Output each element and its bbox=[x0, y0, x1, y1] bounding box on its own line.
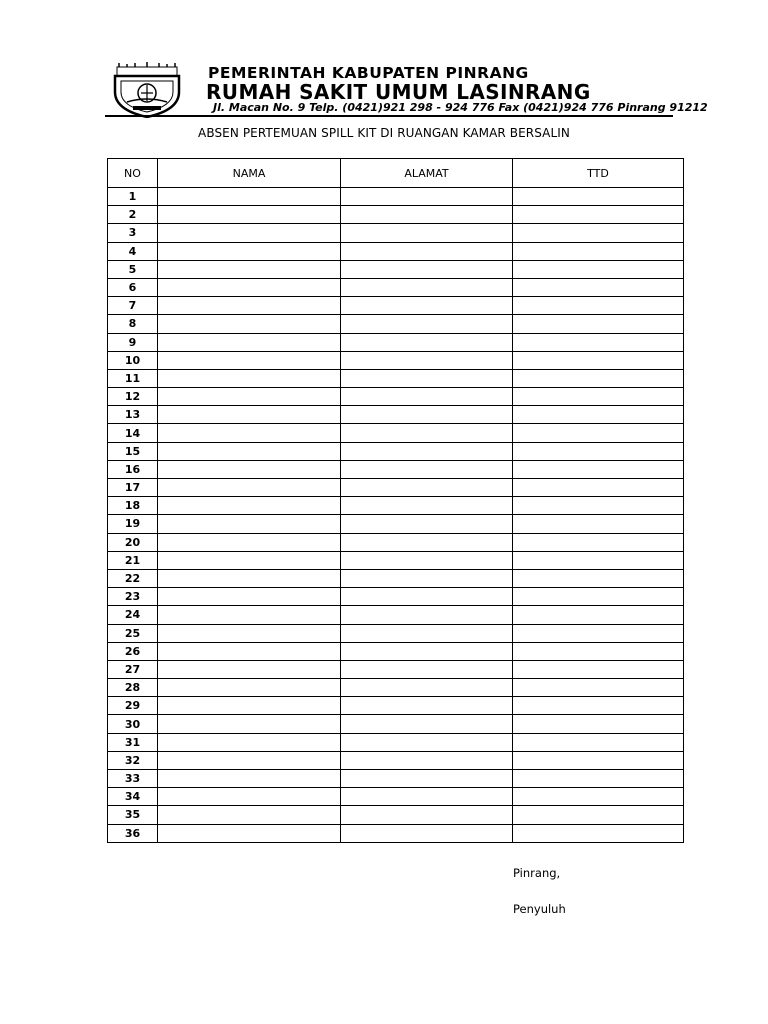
ttd-cell[interactable] bbox=[513, 679, 684, 697]
ttd-cell[interactable] bbox=[513, 788, 684, 806]
document-title: ABSEN PERTEMUAN SPILL KIT DI RUANGAN KAMAR BERSALIN bbox=[198, 126, 570, 140]
ttd-cell[interactable] bbox=[513, 242, 684, 260]
alamat-cell[interactable] bbox=[341, 824, 513, 842]
alamat-cell[interactable] bbox=[341, 569, 513, 587]
table-body bbox=[108, 188, 684, 843]
table-row bbox=[108, 606, 684, 624]
ttd-cell[interactable] bbox=[513, 515, 684, 533]
alamat-cell[interactable] bbox=[341, 424, 513, 442]
ttd-cell[interactable] bbox=[513, 569, 684, 587]
nama-cell[interactable] bbox=[158, 297, 341, 315]
table-row bbox=[108, 679, 684, 697]
ttd-cell[interactable] bbox=[513, 260, 684, 278]
table-row bbox=[108, 479, 684, 497]
nama-cell[interactable] bbox=[158, 679, 341, 697]
table-row bbox=[108, 188, 684, 206]
signer-role: Penyuluh bbox=[513, 902, 566, 916]
letterhead-divider bbox=[105, 115, 673, 117]
alamat-cell[interactable] bbox=[341, 624, 513, 642]
row-number-cell: 15 bbox=[108, 442, 158, 460]
nama-cell[interactable] bbox=[158, 660, 341, 678]
row-number-cell: 7 bbox=[108, 297, 158, 315]
row-number-cell: 18 bbox=[108, 497, 158, 515]
alamat-cell[interactable] bbox=[341, 788, 513, 806]
ttd-cell[interactable] bbox=[513, 224, 684, 242]
row-number-cell: 2 bbox=[108, 206, 158, 224]
alamat-cell[interactable] bbox=[341, 460, 513, 478]
ttd-cell[interactable] bbox=[513, 606, 684, 624]
row-number-cell: 21 bbox=[108, 551, 158, 569]
nama-cell[interactable] bbox=[158, 497, 341, 515]
table-row bbox=[108, 333, 684, 351]
alamat-cell[interactable] bbox=[341, 606, 513, 624]
table-row bbox=[108, 206, 684, 224]
row-number-cell: 3 bbox=[108, 224, 158, 242]
letterhead-hospital-name: RUMAH SAKIT UMUM LASINRANG bbox=[206, 80, 591, 104]
table-row bbox=[108, 824, 684, 842]
alamat-cell[interactable] bbox=[341, 260, 513, 278]
alamat-cell[interactable] bbox=[341, 315, 513, 333]
alamat-cell[interactable] bbox=[341, 388, 513, 406]
table-row bbox=[108, 369, 684, 387]
nama-cell[interactable] bbox=[158, 388, 341, 406]
nama-cell[interactable] bbox=[158, 224, 341, 242]
nama-cell[interactable] bbox=[158, 551, 341, 569]
row-number-cell: 5 bbox=[108, 260, 158, 278]
row-number-cell: 24 bbox=[108, 606, 158, 624]
row-number-cell: 33 bbox=[108, 770, 158, 788]
alamat-cell[interactable] bbox=[341, 224, 513, 242]
row-number-cell: 9 bbox=[108, 333, 158, 351]
table-row bbox=[108, 751, 684, 769]
table-row bbox=[108, 788, 684, 806]
table-row bbox=[108, 406, 684, 424]
table-row bbox=[108, 733, 684, 751]
nama-cell[interactable] bbox=[158, 697, 341, 715]
row-number-cell: 6 bbox=[108, 278, 158, 296]
row-number-cell: 20 bbox=[108, 533, 158, 551]
row-number-cell: 31 bbox=[108, 733, 158, 751]
ttd-cell[interactable] bbox=[513, 351, 684, 369]
row-number-cell: 11 bbox=[108, 369, 158, 387]
alamat-cell[interactable] bbox=[341, 442, 513, 460]
table-header-row bbox=[108, 159, 684, 188]
table-row bbox=[108, 260, 684, 278]
alamat-cell[interactable] bbox=[341, 351, 513, 369]
alamat-cell[interactable] bbox=[341, 660, 513, 678]
alamat-cell[interactable] bbox=[341, 297, 513, 315]
header-alamat: ALAMAT bbox=[341, 159, 513, 188]
nama-cell[interactable] bbox=[158, 624, 341, 642]
alamat-cell[interactable] bbox=[341, 188, 513, 206]
letterhead bbox=[105, 58, 708, 118]
nama-cell[interactable] bbox=[158, 751, 341, 769]
nama-cell[interactable] bbox=[158, 588, 341, 606]
nama-cell[interactable] bbox=[158, 533, 341, 551]
table-row bbox=[108, 515, 684, 533]
table-row bbox=[108, 497, 684, 515]
nama-cell[interactable] bbox=[158, 515, 341, 533]
nama-cell[interactable] bbox=[158, 188, 341, 206]
row-number-cell: 29 bbox=[108, 697, 158, 715]
ttd-cell[interactable] bbox=[513, 751, 684, 769]
alamat-cell[interactable] bbox=[341, 642, 513, 660]
ttd-cell[interactable] bbox=[513, 588, 684, 606]
header-nama: NAMA bbox=[158, 159, 341, 188]
letterhead-government-name: PEMERINTAH KABUPATEN PINRANG bbox=[208, 64, 529, 82]
ttd-cell[interactable] bbox=[513, 388, 684, 406]
alamat-cell[interactable] bbox=[341, 242, 513, 260]
table-row bbox=[108, 697, 684, 715]
row-number-cell: 14 bbox=[108, 424, 158, 442]
alamat-cell[interactable] bbox=[341, 770, 513, 788]
header-no: NO bbox=[108, 159, 158, 188]
row-number-cell: 35 bbox=[108, 806, 158, 824]
row-number-cell: 34 bbox=[108, 788, 158, 806]
alamat-cell[interactable] bbox=[341, 206, 513, 224]
row-number-cell: 16 bbox=[108, 460, 158, 478]
letterhead-address: Jl. Macan No. 9 Telp. (0421)921 298 - 924 776 Fax (0421)924 776 Pinrang 91212 bbox=[213, 101, 708, 114]
ttd-cell[interactable] bbox=[513, 733, 684, 751]
row-number-cell: 26 bbox=[108, 642, 158, 660]
nama-cell[interactable] bbox=[158, 770, 341, 788]
table-row bbox=[108, 242, 684, 260]
row-number-cell: 12 bbox=[108, 388, 158, 406]
nama-cell[interactable] bbox=[158, 242, 341, 260]
nama-cell[interactable] bbox=[158, 351, 341, 369]
table-row bbox=[108, 806, 684, 824]
row-number-cell: 17 bbox=[108, 479, 158, 497]
nama-cell[interactable] bbox=[158, 369, 341, 387]
row-number-cell: 19 bbox=[108, 515, 158, 533]
ttd-cell[interactable] bbox=[513, 206, 684, 224]
ttd-cell[interactable] bbox=[513, 497, 684, 515]
row-number-cell: 4 bbox=[108, 242, 158, 260]
table-row bbox=[108, 588, 684, 606]
nama-cell[interactable] bbox=[158, 260, 341, 278]
row-number-cell: 32 bbox=[108, 751, 158, 769]
row-number-cell: 8 bbox=[108, 315, 158, 333]
ttd-cell[interactable] bbox=[513, 442, 684, 460]
table-row bbox=[108, 624, 684, 642]
table-row bbox=[108, 315, 684, 333]
row-number-cell: 13 bbox=[108, 406, 158, 424]
alamat-cell[interactable] bbox=[341, 588, 513, 606]
nama-cell[interactable] bbox=[158, 278, 341, 296]
alamat-cell[interactable] bbox=[341, 515, 513, 533]
table-row bbox=[108, 442, 684, 460]
ttd-cell[interactable] bbox=[513, 551, 684, 569]
nama-cell[interactable] bbox=[158, 479, 341, 497]
alamat-cell[interactable] bbox=[341, 697, 513, 715]
ttd-cell[interactable] bbox=[513, 642, 684, 660]
table-row bbox=[108, 569, 684, 587]
nama-cell[interactable] bbox=[158, 442, 341, 460]
ttd-cell[interactable] bbox=[513, 369, 684, 387]
alamat-cell[interactable] bbox=[341, 278, 513, 296]
nama-cell[interactable] bbox=[158, 788, 341, 806]
nama-cell[interactable] bbox=[158, 315, 341, 333]
nama-cell[interactable] bbox=[158, 733, 341, 751]
table-row bbox=[108, 460, 684, 478]
nama-cell[interactable] bbox=[158, 406, 341, 424]
ttd-cell[interactable] bbox=[513, 660, 684, 678]
place-date: Pinrang, bbox=[513, 866, 561, 880]
alamat-cell[interactable] bbox=[341, 533, 513, 551]
table-row bbox=[108, 224, 684, 242]
ttd-cell[interactable] bbox=[513, 533, 684, 551]
row-number-cell: 30 bbox=[108, 715, 158, 733]
ttd-cell[interactable] bbox=[513, 188, 684, 206]
regency-crest-icon bbox=[105, 62, 189, 118]
alamat-cell[interactable] bbox=[341, 679, 513, 697]
table-row bbox=[108, 351, 684, 369]
row-number-cell: 1 bbox=[108, 188, 158, 206]
ttd-cell[interactable] bbox=[513, 806, 684, 824]
attendance-table bbox=[107, 158, 684, 843]
alamat-cell[interactable] bbox=[341, 333, 513, 351]
ttd-cell[interactable] bbox=[513, 770, 684, 788]
alamat-cell[interactable] bbox=[341, 715, 513, 733]
ttd-cell[interactable] bbox=[513, 333, 684, 351]
table-row bbox=[108, 551, 684, 569]
ttd-cell[interactable] bbox=[513, 479, 684, 497]
nama-cell[interactable] bbox=[158, 333, 341, 351]
table-row bbox=[108, 533, 684, 551]
header-ttd: TTD bbox=[513, 159, 684, 188]
ttd-cell[interactable] bbox=[513, 406, 684, 424]
alamat-cell[interactable] bbox=[341, 733, 513, 751]
table-row bbox=[108, 297, 684, 315]
alamat-cell[interactable] bbox=[341, 497, 513, 515]
alamat-cell[interactable] bbox=[341, 551, 513, 569]
nama-cell[interactable] bbox=[158, 424, 341, 442]
row-number-cell: 10 bbox=[108, 351, 158, 369]
ttd-cell[interactable] bbox=[513, 297, 684, 315]
nama-cell[interactable] bbox=[158, 824, 341, 842]
ttd-cell[interactable] bbox=[513, 315, 684, 333]
row-number-cell: 25 bbox=[108, 624, 158, 642]
ttd-cell[interactable] bbox=[513, 624, 684, 642]
row-number-cell: 27 bbox=[108, 660, 158, 678]
nama-cell[interactable] bbox=[158, 206, 341, 224]
table-row bbox=[108, 278, 684, 296]
table-row bbox=[108, 660, 684, 678]
nama-cell[interactable] bbox=[158, 606, 341, 624]
table-row bbox=[108, 642, 684, 660]
alamat-cell[interactable] bbox=[341, 406, 513, 424]
table-row bbox=[108, 388, 684, 406]
nama-cell[interactable] bbox=[158, 642, 341, 660]
alamat-cell[interactable] bbox=[341, 751, 513, 769]
nama-cell[interactable] bbox=[158, 460, 341, 478]
row-number-cell: 23 bbox=[108, 588, 158, 606]
ttd-cell[interactable] bbox=[513, 424, 684, 442]
ttd-cell[interactable] bbox=[513, 824, 684, 842]
nama-cell[interactable] bbox=[158, 569, 341, 587]
alamat-cell[interactable] bbox=[341, 479, 513, 497]
table-row bbox=[108, 770, 684, 788]
nama-cell[interactable] bbox=[158, 806, 341, 824]
ttd-cell[interactable] bbox=[513, 278, 684, 296]
table-row bbox=[108, 424, 684, 442]
row-number-cell: 28 bbox=[108, 679, 158, 697]
nama-cell[interactable] bbox=[158, 715, 341, 733]
ttd-cell[interactable] bbox=[513, 460, 684, 478]
row-number-cell: 36 bbox=[108, 824, 158, 842]
alamat-cell[interactable] bbox=[341, 369, 513, 387]
row-number-cell: 22 bbox=[108, 569, 158, 587]
table-row bbox=[108, 715, 684, 733]
ttd-cell[interactable] bbox=[513, 697, 684, 715]
alamat-cell[interactable] bbox=[341, 806, 513, 824]
ttd-cell[interactable] bbox=[513, 715, 684, 733]
